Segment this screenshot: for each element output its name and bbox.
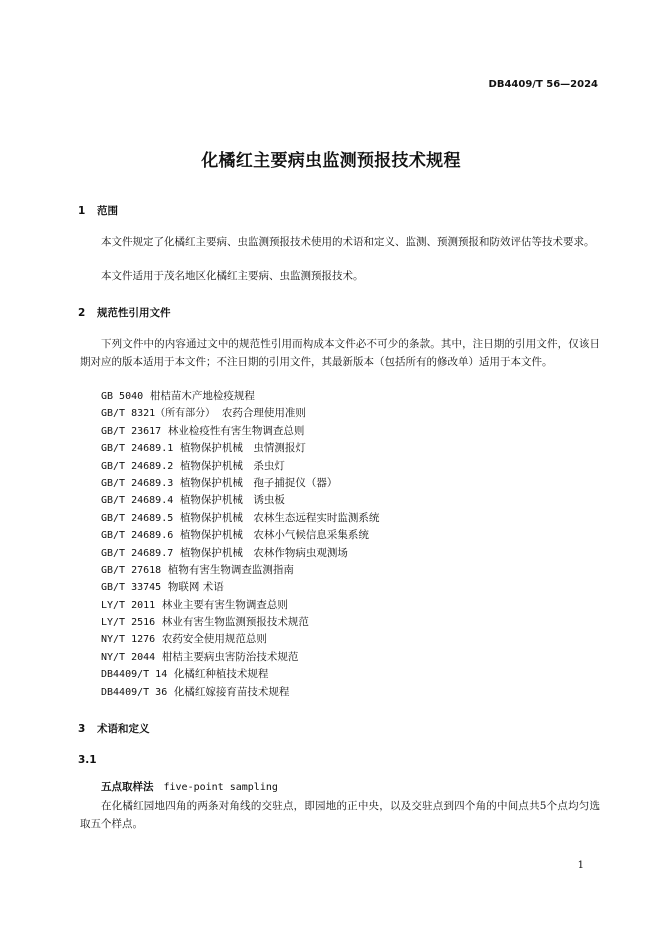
reference-name: 植物保护机械 农林生态远程实时监测系统 <box>179 511 380 524</box>
paragraph: 本文件规定了化橘红主要病、虫监测预报技术使用的术语和定义、监测、预测预报和防效评估等技术要求。 <box>101 236 595 248</box>
reference-item <box>101 666 379 683</box>
reference-item <box>101 579 379 596</box>
reference-name: 植物保护机械 杀虫灯 <box>179 459 285 472</box>
document-code: DB4409/T 56—2024 <box>488 79 598 90</box>
section-number: 1 <box>78 205 86 217</box>
reference-item <box>101 423 379 440</box>
reference-name: 林业有害生物监测预报技术规范 <box>161 616 309 629</box>
page-number: 1 <box>577 860 584 871</box>
reference-name: 物联网 术语 <box>167 581 224 594</box>
reference-name: 农药合理使用准则 <box>221 407 306 420</box>
reference-code: GB/T 24689.5 <box>101 512 174 524</box>
term-definition: 在化橘红园地四角的两条对角线的交驻点，即园地的正中央，以及交驻点到四个角的中间点共5个点均匀选取五个样点。 <box>80 800 600 830</box>
reference-list <box>101 388 379 701</box>
paragraph: 下列文件中的内容通过文中的规范性引用而构成本文件必不可少的条款。其中，注日期的引用文件，仅该日期对应的版本适用于本文件；不注日期的引用文件，其最新版本（包括所有的修改单）适用于本文件。 <box>80 338 600 368</box>
reference-code: GB/T 24689.3 <box>101 477 174 489</box>
reference-item <box>101 545 379 562</box>
reference-item <box>101 510 379 527</box>
reference-code: GB/T 27618 <box>101 564 162 576</box>
reference-code: GB/T 24689.4 <box>101 495 174 507</box>
reference-item <box>101 631 379 648</box>
section-heading-terms <box>78 721 150 736</box>
reference-code: GB 5040 <box>101 391 144 402</box>
reference-item <box>101 388 379 405</box>
reference-item <box>101 440 379 457</box>
reference-code: GB/T 33745 <box>101 582 162 594</box>
reference-item <box>101 492 379 509</box>
reference-name: 林业主要有害生物调查总则 <box>161 598 288 611</box>
reference-name: 植物保护机械 孢子捕捉仪（器） <box>179 476 338 489</box>
reference-name: 化橘红嫁接育苗技术规程 <box>173 685 290 698</box>
section-number: 2 <box>78 307 86 319</box>
reference-name: 植物保护机械 农林作物病虫观测场 <box>179 546 348 559</box>
paragraph: 本文件适用于茂名地区化橘红主要病、虫监测预报技术。 <box>101 270 364 282</box>
term-english: five-point sampling <box>163 782 278 793</box>
reference-name: 林业检疫性有害生物调查总则 <box>167 424 305 437</box>
reference-name: 植物保护机械 诱虫板 <box>179 494 285 507</box>
reference-item <box>101 684 379 701</box>
reference-code: NY/T 1276 <box>101 634 156 646</box>
reference-code: LY/T 2011 <box>101 599 156 611</box>
reference-code: GB/T 23617 <box>101 425 162 437</box>
reference-code: GB/T 24689.6 <box>101 530 174 542</box>
reference-code: LY/T 2516 <box>101 617 156 629</box>
reference-item <box>101 527 379 544</box>
section-number: 3 <box>78 723 86 735</box>
reference-item <box>101 475 379 492</box>
reference-code: GB/T 8321（所有部分） <box>101 408 216 420</box>
reference-item <box>101 405 379 422</box>
reference-name: 农药安全使用规范总则 <box>161 633 267 646</box>
reference-name: 植物有害生物调查监测指南 <box>167 563 294 576</box>
reference-item <box>101 597 379 614</box>
reference-name: 化橘红种植技术规程 <box>173 668 269 681</box>
section-title: 术语和定义 <box>97 723 150 735</box>
reference-code: GB/T 24689.1 <box>101 443 174 455</box>
reference-code: DB4409/T 36 <box>101 686 168 698</box>
section-heading-scope <box>78 203 118 218</box>
reference-code: DB4409/T 14 <box>101 669 168 681</box>
reference-name: 植物保护机械 虫情测报灯 <box>179 442 306 455</box>
section-title: 规范性引用文件 <box>97 307 171 319</box>
reference-name: 柑桔苗木产地检疫规程 <box>149 390 255 402</box>
reference-code: GB/T 24689.2 <box>101 460 174 472</box>
reference-item <box>101 562 379 579</box>
reference-code: GB/T 24689.7 <box>101 547 174 559</box>
section-heading-normative-references <box>78 305 171 320</box>
reference-name: 柑桔主要病虫害防治技术规范 <box>161 650 299 663</box>
subsection-number: 3.1 <box>78 754 97 766</box>
document-title: 化橘红主要病虫监测预报技术规程 <box>201 151 461 171</box>
reference-item <box>101 458 379 475</box>
term-entry <box>101 779 278 794</box>
reference-name: 植物保护机械 农林小气候信息采集系统 <box>179 529 369 542</box>
section-title: 范围 <box>97 205 118 217</box>
term-chinese: 五点取样法 <box>101 781 154 793</box>
reference-code: NY/T 2044 <box>101 651 156 663</box>
reference-item <box>101 649 379 666</box>
reference-item <box>101 614 379 631</box>
